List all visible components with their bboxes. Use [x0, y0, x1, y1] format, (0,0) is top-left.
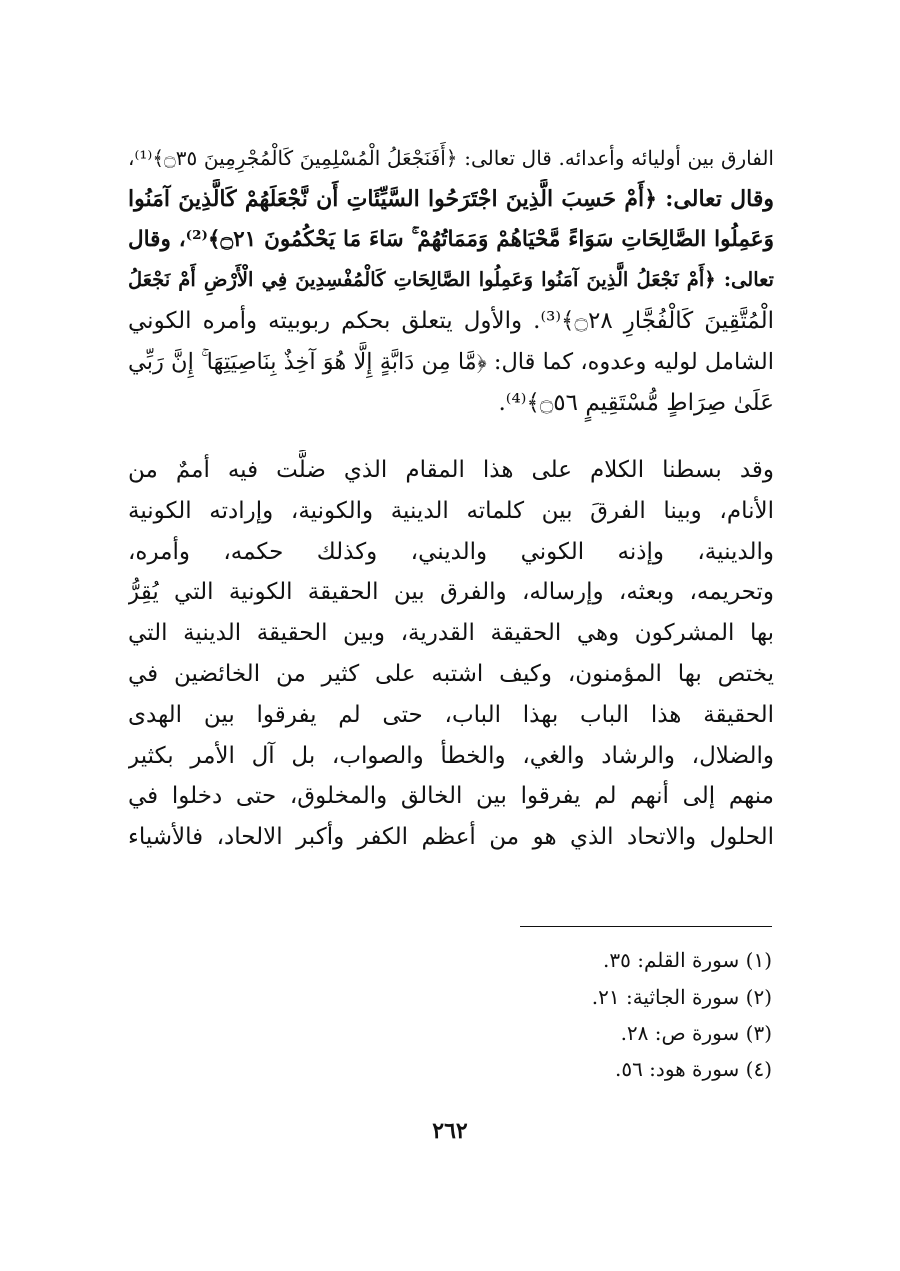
- text-line: الحقيقة هذا الباب بهذا الباب، حتى لم يفرقوا بين الهدى: [128, 701, 774, 728]
- text-line: الشامل لوليه وعدوه، كما قال: ﴿مَّا مِن دَابَّةٍ إِلَّا هُوَ آخِذٌ بِنَاصِيَتِهَا ۚ إِنَّ رَبِّي: [128, 348, 774, 375]
- text-line: وقد بسطنا الكلام على هذا المقام الذي ضلَّت فيه أممٌ من: [128, 457, 774, 483]
- footnote: (٣) سورة ص: ٢٨.: [620, 1021, 772, 1045]
- text-line: والدينية، وإذنه الكوني والديني، وكذلك حكمه، وأمره،: [128, 538, 774, 565]
- paragraph-quran-verses: [128, 138, 774, 424]
- paragraph-body: [128, 450, 774, 858]
- text-line: يختص بها المؤمنون، وكيف اشتبه على كثير من الخائضين في: [128, 660, 774, 687]
- text-line: وقال تعالى: ﴿أَمْ حَسِبَ الَّذِينَ اجْتَرَحُوا السَّيِّئَاتِ أَن نَّجْعَلَهُمْ كَالَّذِينَ آمَنُوا: [128, 185, 774, 212]
- text-line: وتحريمه، وبعثه، وإرساله، والفرق بين الحقيقة الكونية التي يُقِرُّ: [128, 579, 774, 606]
- text-line: منهم إلى أنهم لم يفرقوا بين الخالق والمخلوق، حتى دخلوا في: [128, 783, 774, 810]
- text-line: الحلول والاتحاد الذي هو من أعظم الكفر وأكبر الالحاد، فالأشياء: [128, 824, 774, 851]
- text-line: الفارق بين أوليائه وأعدائه. قال تعالى: ﴿أَفَنَجْعَلُ الْمُسْلِمِينَ كَالْمُجْرِمِينَ ۝٣٥﴾⁽¹⁾،: [128, 146, 774, 170]
- footnote-divider: [520, 926, 772, 927]
- text-line: والضلال، والرشاد والغي، والخطأ والصواب، بل آل الأمر بكثير: [128, 742, 774, 769]
- text-line: وَعَمِلُوا الصَّالِحَاتِ سَوَاءً مَّحْيَاهُمْ وَمَمَاتُهُمْ ۚ سَاءَ مَا يَحْكُمُونَ ۝٢١﴾⁽²⁾، وقال: [128, 226, 774, 252]
- footnote: (٢) سورة الجاثية: ٢١.: [591, 985, 772, 1009]
- text-line: الأنام، وبينا الفرقَ بين كلماته الدينية والكونية، وإرادته الكونية: [128, 497, 774, 524]
- footnote: (١) سورة القلم: ٣٥.: [603, 948, 772, 972]
- footnote: (٤) سورة هود: ٥٦.: [614, 1057, 772, 1081]
- text-line: الْمُتَّقِينَ كَالْفُجَّارِ ۝٢٨﴾⁽³⁾. والأول يتعلق بحكم ربوبيته وأمره الكوني: [128, 308, 774, 335]
- text-line: تعالى: ﴿أَمْ نَجْعَلُ الَّذِينَ آمَنُوا وَعَمِلُوا الصَّالِحَاتِ كَالْمُفْسِدِينَ فِي الْأَرْضِ أَمْ نَجْعَلُ: [128, 268, 774, 292]
- page-number: ٢٦٢: [432, 1118, 468, 1144]
- text-line: بها المشركون وهي الحقيقة القدرية، وبين الحقيقة الدينية التي: [128, 620, 774, 647]
- text-line: عَلَىٰ صِرَاطٍ مُّسْتَقِيمٍ ۝٥٦﴾⁽⁴⁾.: [498, 389, 774, 416]
